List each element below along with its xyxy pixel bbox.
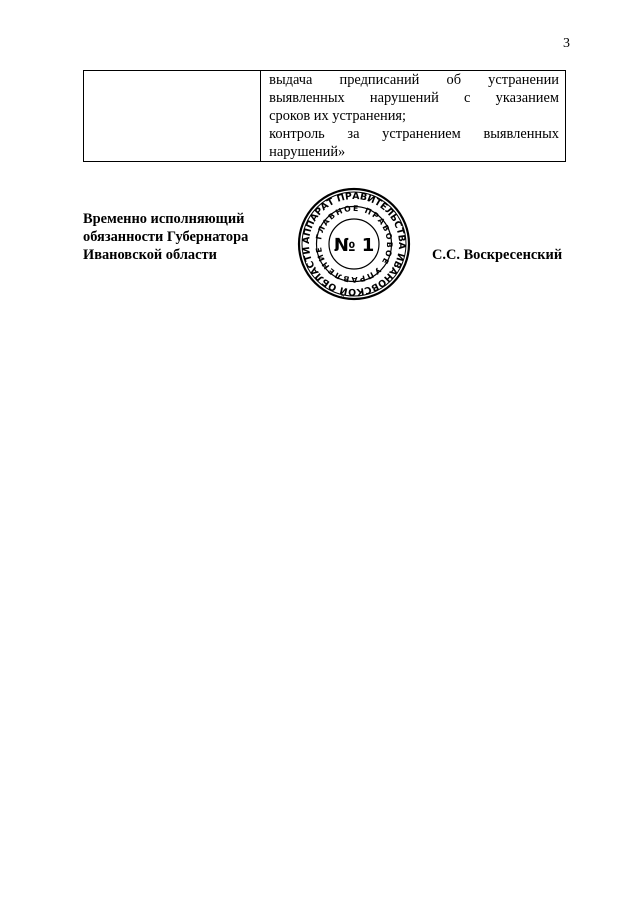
table-cell-empty [84, 71, 261, 162]
signer-title [83, 210, 248, 264]
table-text-line: контроль за устранением выявленных [269, 126, 559, 142]
page-number: 3 [563, 36, 570, 51]
continuation-table [83, 70, 566, 162]
official-seal [297, 187, 411, 301]
seal-outer-text: АППАРАТ ПРАВИТЕЛЬСТВА ИВАНОВСКОЙ ОБЛАСТИ [300, 190, 408, 298]
table-cell-text [261, 71, 566, 162]
signer-title-line: Ивановской области [83, 247, 217, 263]
signer-title-line: обязанности Губернатора [83, 229, 249, 245]
seal-number: № 1 [333, 235, 375, 256]
signer-name: С.С. Воскресенский [432, 247, 563, 263]
table-text-line: сроков их устранения; [269, 108, 407, 124]
seal-inner-text: ГЛАВНОЕ ПРАВОВОЕ УПРАВЛЕНИЕ [314, 203, 395, 285]
signer-title-line: Временно исполняющий [83, 211, 245, 227]
table-text-line: выявленных нарушений с указанием [269, 90, 559, 106]
table-text-line: нарушений» [269, 144, 346, 160]
table-row [84, 71, 566, 162]
table-text-line: выдача предписаний об устранении [269, 72, 559, 88]
